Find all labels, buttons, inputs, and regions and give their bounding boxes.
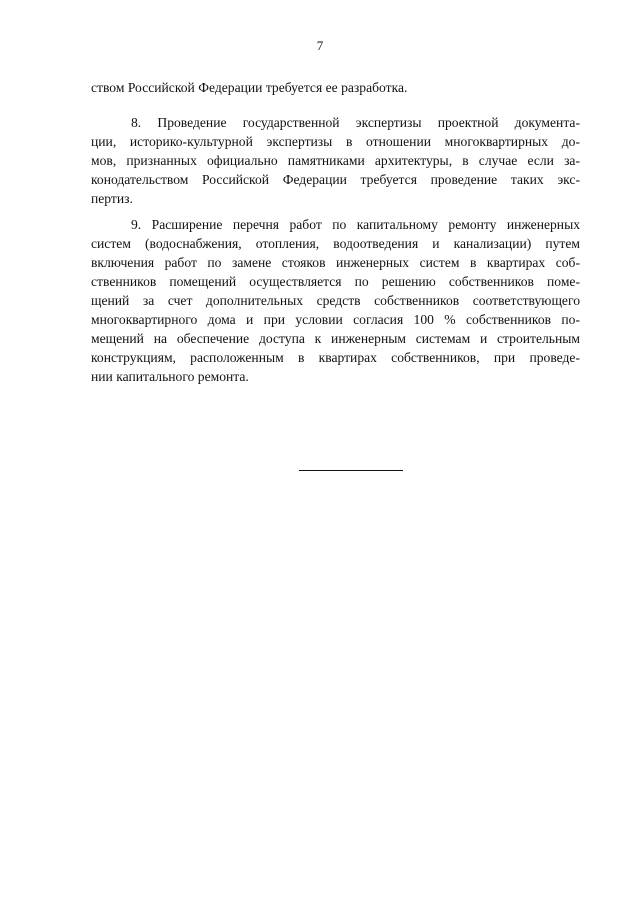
paragraph-line: пертиз.: [91, 191, 133, 206]
closing-rule: [299, 470, 403, 471]
paragraph-line: систем (водоснабжения, отопления, водоотведения и канализации) путем: [91, 236, 580, 251]
paragraph-line: щений за счет дополнительных средств собственников соответствующего: [91, 293, 580, 308]
paragraph-line: 9. Расширение перечня работ по капитальному ремонту инженерных: [131, 217, 580, 232]
paragraph-line: ции, историко-культурной экспертизы в отношении многоквартирных до-: [91, 134, 580, 149]
paragraph-line: мов, признанных официально памятниками архитектуры, в случае если за-: [91, 153, 580, 168]
page-number: 7: [316, 38, 324, 53]
paragraph-line: нии капитального ремонта.: [91, 369, 249, 384]
paragraph-line: включения работ по замене стояков инженерных систем в квартирах соб-: [91, 255, 580, 270]
paragraph-line: ственников помещений осуществляется по решению собственников поме-: [91, 274, 580, 289]
paragraph-line: конодательством Российской Федерации требуется проведение таких экс-: [91, 172, 580, 187]
paragraph-line: многоквартирного дома и при условии согласия 100 % собственников по-: [91, 312, 580, 327]
paragraph-line: мещений на обеспечение доступа к инженерным системам и строительным: [91, 331, 580, 346]
paragraph-line: конструкциям, расположенным в квартирах собственников, при проведе-: [91, 350, 580, 365]
paragraph-line: ством Российской Федерации требуется ее разработка.: [91, 80, 408, 95]
paragraph-line: 8. Проведение государственной экспертизы проектной документа-: [131, 115, 580, 130]
